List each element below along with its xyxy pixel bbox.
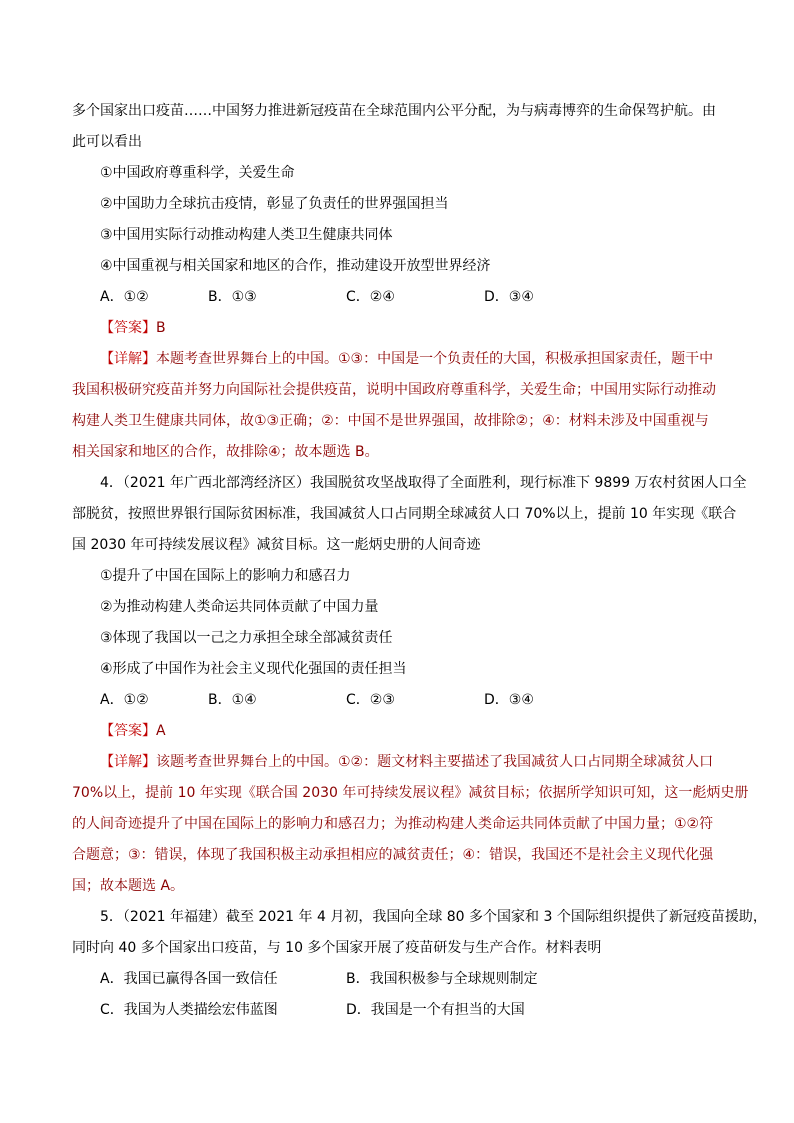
q3-option-c: C．②④ (346, 289, 395, 305)
q3-explain-line-3: 构建人类卫生健康共同体，故①③正确；②：中国不是世界强国，故排除②；④：材料未涉及中国重视与 (72, 413, 709, 429)
q3-answer (100, 318, 166, 338)
q3-explain-text-1: 本题考查世界舞台上的中国。①③：中国是一个负责任的大国，积极承担国家责任，题干中 (156, 351, 714, 367)
q3-option-a: A．①② (100, 289, 149, 305)
q4-explain-line-5: 国；故本题选 A。 (72, 878, 185, 894)
q4-explain-line-1 (100, 752, 713, 772)
q3-explain-line-4: 相关国家和地区的合作，故排除④；故本题选 B。 (72, 444, 379, 460)
q3-item-2: ②中国助力全球抗击疫情，彰显了负责任的世界强国担当 (100, 196, 449, 212)
q4-explain-text-1: 该题考查世界舞台上的中国。①②：题文材料主要描述了我国减贫人口占同期全球减贫人口 (156, 754, 714, 770)
q3-item-1: ①中国政府尊重科学，关爱生命 (100, 165, 295, 181)
q4-stem-line-2: 部脱贫，按照世界银行国际贫困标准，我国减贫人口占同期全球减贫人口 70%以上，提前 10 年实现《联合 (72, 506, 737, 522)
q5-stem-line-2: 同时向 40 多个国家出口疫苗，与 10 多个国家开展了疫苗研发与生产合作。材料表明 (72, 940, 602, 956)
q4-stem-line-1: 4．（2021 年广西北部湾经济区）我国脱贫攻坚战取得了全面胜利，现行标准下 9899 万农村贫困人口全 (100, 475, 747, 491)
q3-item-4: ④中国重视与相关国家和地区的合作，推动建设开放型世界经济 (100, 258, 491, 274)
q4-stem-line-3: 国 2030 年可持续发展议程》减贫目标。这一彪炳史册的人间奇迹 (72, 537, 481, 553)
q4-answer (100, 721, 166, 741)
q4-explain-line-3: 的人间奇迹提升了中国在国际上的影响力和感召力；为推动构建人类命运共同体贡献了中国力量；①②符 (72, 816, 714, 832)
q4-item-1: ①提升了中国在国际上的影响力和感召力 (100, 568, 351, 584)
q4-option-d: D．③④ (484, 692, 534, 708)
q5-stem-line-1: 5．（2021 年福建）截至 2021 年 4 月初，我国向全球 80 多个国家和 3 个国际组织提供了新冠疫苗援助， (100, 909, 767, 925)
q4-option-c: C．②③ (346, 692, 395, 708)
q4-explain-line-4: 合题意；③：错误，体现了我国积极主动承担相应的减贫责任；④：错误，我国还不是社会主义现代化强 (72, 847, 714, 863)
q5-option-c: C．我国为人类描绘宏伟蓝图 (100, 1002, 278, 1018)
q4-item-3: ③体现了我国以一己之力承担全球全部减贫责任 (100, 630, 393, 646)
q4-item-2: ②为推动构建人类命运共同体贡献了中国力量 (100, 599, 379, 615)
q4-item-4: ④形成了中国作为社会主义现代化强国的责任担当 (100, 661, 407, 677)
q4-option-a: A．①② (100, 692, 149, 708)
q3-answer-value: B (156, 320, 166, 336)
q3-option-b: B．①③ (208, 289, 257, 305)
q5-option-b: B．我国积极参与全球规则制定 (346, 971, 538, 987)
q3-explain-line-1 (100, 349, 713, 369)
q3-explain-line-2: 我国积极研究疫苗并努力向国际社会提供疫苗，说明中国政府尊重科学，关爱生命；中国用实际行动推动 (72, 382, 716, 398)
q5-option-d: D．我国是一个有担当的大国 (346, 1002, 525, 1018)
q3-option-d: D．③④ (484, 289, 534, 305)
q4-answer-value: A (156, 723, 166, 739)
q3-explain-tag: 【详解】 (100, 351, 156, 367)
q3-item-3: ③中国用实际行动推动构建人类卫生健康共同体 (100, 227, 393, 243)
q3-stem-line-2: 此可以看出 (72, 134, 142, 150)
q4-explain-line-2: 70%以上，提前 10 年实现《联合国 2030 年可持续发展议程》减贫目标；依据所学知识可知，这一彪炳史册 (72, 785, 749, 801)
q3-stem-line-1: 多个国家出口疫苗……中国努力推进新冠疫苗在全球范围内公平分配，为与病毒博弈的生命保驾护航。由 (72, 103, 716, 119)
q4-explain-tag: 【详解】 (100, 754, 156, 770)
q4-answer-tag: 【答案】 (100, 723, 156, 739)
q5-option-a: A．我国已赢得各国一致信任 (100, 971, 278, 987)
q3-answer-tag: 【答案】 (100, 320, 156, 336)
q4-option-b: B．①④ (208, 692, 257, 708)
